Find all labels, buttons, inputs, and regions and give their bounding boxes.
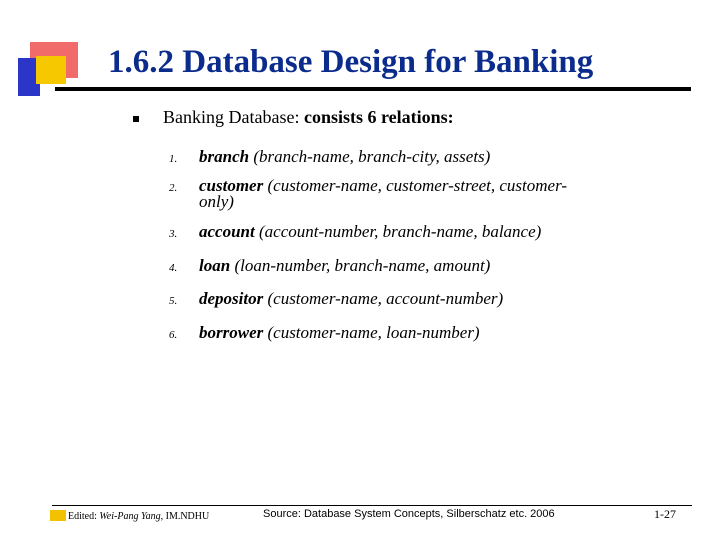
relation-item xyxy=(0,256,720,280)
relation-item xyxy=(0,176,720,211)
footer-edited-suffix: , IM.NDHU xyxy=(160,511,210,522)
relation-number: 4. xyxy=(169,262,178,274)
footer-source: Source: Database System Concepts, Silberschatz etc. 2006 xyxy=(263,508,555,520)
relation-text xyxy=(199,256,490,276)
relation-item xyxy=(0,289,720,313)
page-number: 1-27 xyxy=(654,507,676,521)
footer-divider xyxy=(52,505,692,506)
relation-name: loan xyxy=(199,256,231,275)
page-title: 1.6.2 Database Design for Banking xyxy=(108,44,594,80)
relation-text xyxy=(199,289,503,309)
deco-yellow-square xyxy=(36,56,66,84)
main-bullet-text xyxy=(163,107,454,128)
relation-attributes: (loan-number, branch-name, amount) xyxy=(230,256,491,275)
relation-number: 1. xyxy=(169,153,178,165)
relation-name: customer xyxy=(199,176,264,195)
bullet-square-icon xyxy=(133,116,139,122)
relation-item xyxy=(0,147,720,171)
relation-name: branch xyxy=(199,147,250,166)
relation-number: 6. xyxy=(169,329,178,341)
relation-text xyxy=(199,323,480,343)
relation-number: 3. xyxy=(169,228,178,240)
relation-attributes: (branch-name, branch-city, assets) xyxy=(249,147,491,166)
corner-decoration xyxy=(0,0,110,110)
relation-attributes: (customer-name, customer-street, customer- xyxy=(263,176,568,195)
title-underline xyxy=(55,87,691,91)
relation-attributes: (customer-name, loan-number) xyxy=(263,323,480,342)
footer-edited xyxy=(68,511,209,522)
relation-item xyxy=(0,323,720,347)
relation-number: 5. xyxy=(169,295,178,307)
relation-attributes: (customer-name, account-number) xyxy=(263,289,504,308)
relation-text xyxy=(199,147,490,167)
relation-attributes: (account-number, branch-name, balance) xyxy=(254,222,542,241)
footer-edited-author: Wei-Pang Yang xyxy=(99,511,161,522)
relation-name: account xyxy=(199,222,255,241)
main-bullet-emphasis: consists 6 relations: xyxy=(303,107,454,127)
relation-continuation: only) xyxy=(199,192,234,211)
relation-item xyxy=(0,222,720,246)
footer-square-icon xyxy=(50,510,66,521)
main-bullet-lead: Banking Database: xyxy=(163,107,304,127)
relation-text xyxy=(199,176,567,196)
relation-name: depositor xyxy=(199,289,264,308)
relation-text xyxy=(199,222,541,242)
relation-number: 2. xyxy=(169,182,178,194)
footer-edited-prefix: Edited: xyxy=(68,511,100,522)
relation-name: borrower xyxy=(199,323,264,342)
